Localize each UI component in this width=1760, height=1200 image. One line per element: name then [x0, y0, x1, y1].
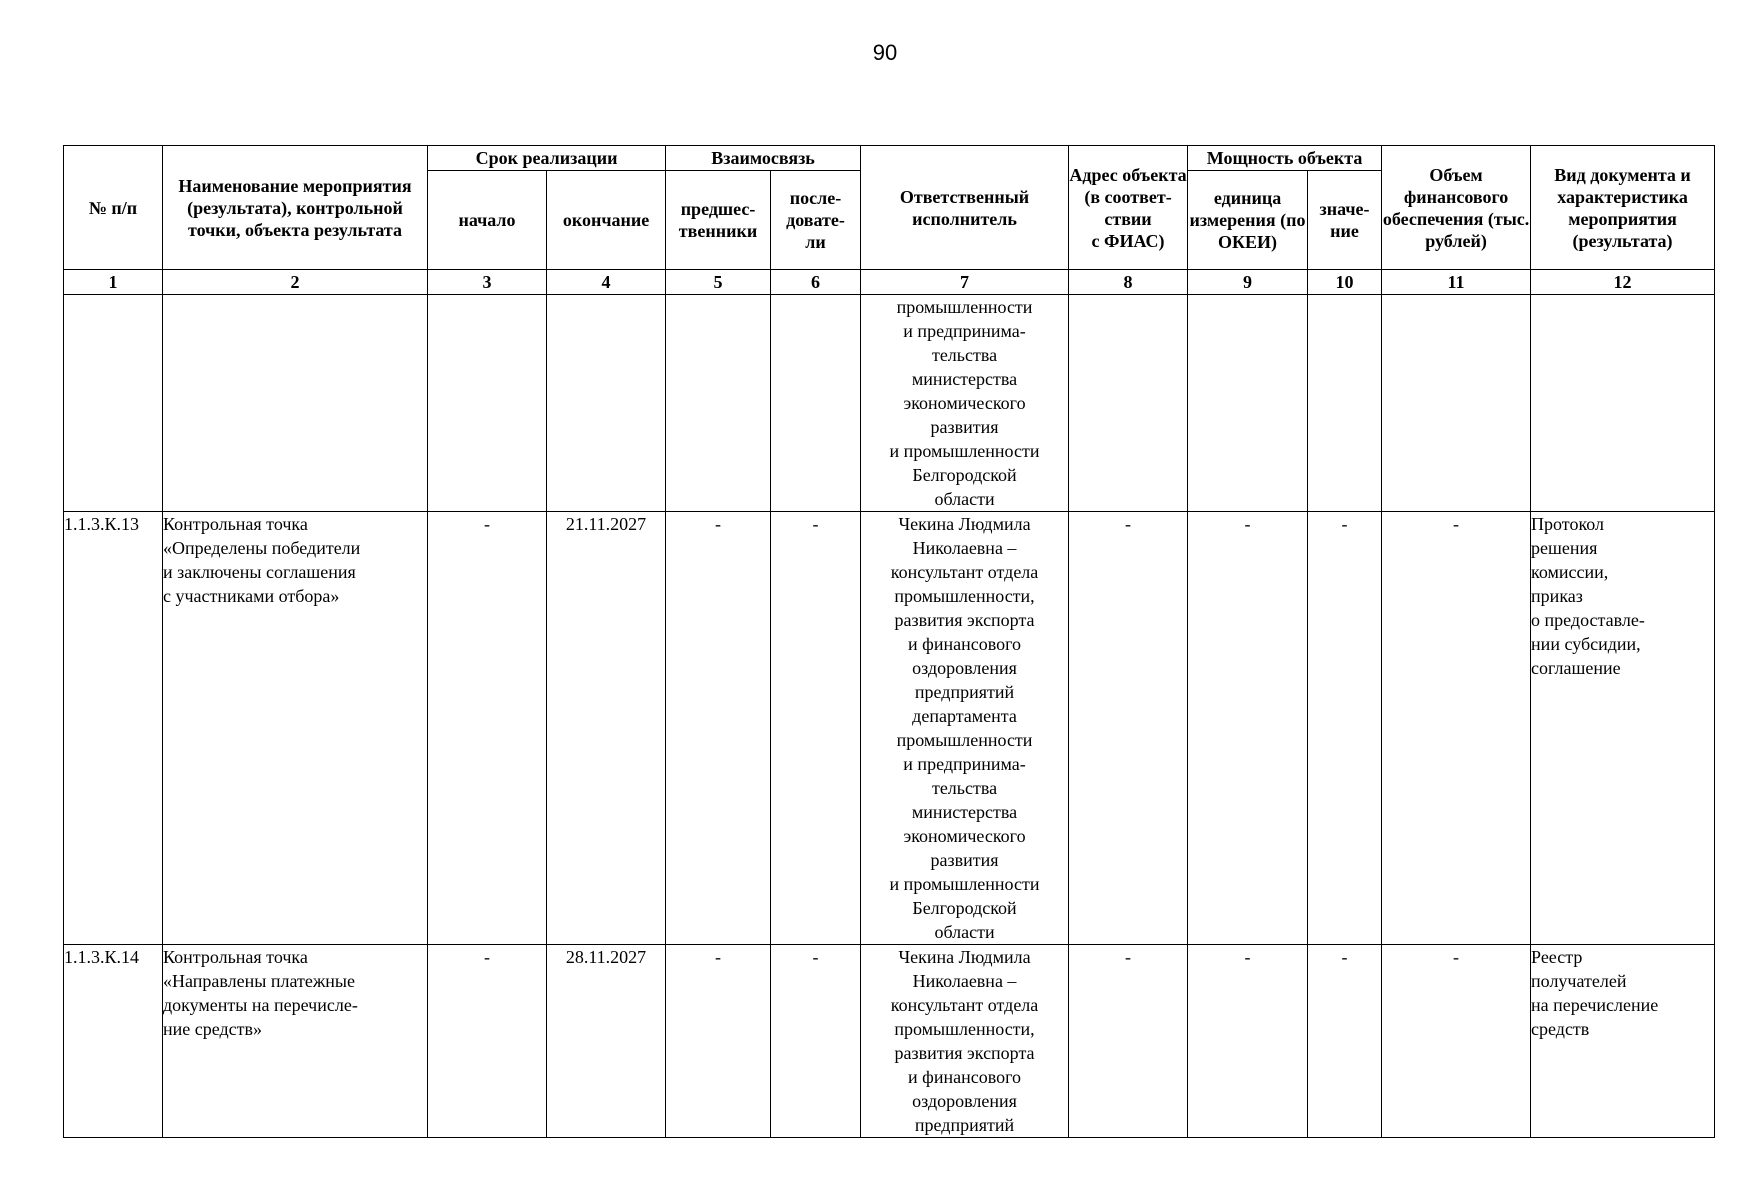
column-number: 9: [1188, 270, 1308, 295]
column-number: 1: [64, 270, 163, 295]
row-succ: -: [771, 512, 861, 945]
header-col-addr: Адрес объекта (в соответ- ствии с ФИАС): [1069, 146, 1188, 270]
header-col-num: № п/п: [64, 146, 163, 270]
row-end: 21.11.2027: [547, 512, 666, 945]
row-id: [64, 295, 163, 512]
page-number: 90: [872, 40, 898, 65]
row-resp: Чекина Людмила Николаевна – консультант отдела промышленности, развития экспорта и финансового оздоровления предприятий департамента промышленности и предпринима- тельства министерства экономического развития и промышленности Белгородской области: [861, 512, 1069, 945]
header-col-resp: Ответственный исполнитель: [861, 146, 1069, 270]
row-resp: промышленности и предпринима- тельства министерства экономического развития и промышленности Белгородской области: [861, 295, 1069, 512]
header-group-power: Мощность объекта: [1188, 146, 1382, 171]
column-number: 11: [1382, 270, 1531, 295]
row-resp: Чекина Людмила Николаевна – консультант отдела промышленности, развития экспорта и финансового оздоровления предприятий: [861, 945, 1069, 1138]
row-addr: -: [1069, 945, 1188, 1138]
row-unit: [1188, 295, 1308, 512]
row-name: Контрольная точка «Определены победители и заключены соглашения с участниками отбора»: [163, 512, 428, 945]
header-group-link: Взаимосвязь: [666, 146, 861, 171]
row-value: -: [1308, 945, 1382, 1138]
column-number-row: [64, 270, 1715, 295]
row-start: [428, 295, 547, 512]
header-col-end: окончание: [547, 171, 666, 270]
row-fin: [1382, 295, 1531, 512]
row-name: Контрольная точка «Направлены платежные документы на перечисле- ние средств»: [163, 945, 428, 1138]
column-number: 5: [666, 270, 771, 295]
column-number: 3: [428, 270, 547, 295]
row-name: [163, 295, 428, 512]
row-doc: [1531, 295, 1715, 512]
row-succ: [771, 295, 861, 512]
column-number: 2: [163, 270, 428, 295]
row-pred: [666, 295, 771, 512]
column-number: 10: [1308, 270, 1382, 295]
row-fin: -: [1382, 945, 1531, 1138]
header-group-term: Срок реализации: [428, 146, 666, 171]
header-col-start: начало: [428, 171, 547, 270]
header-col-pred: предшес- твенники: [666, 171, 771, 270]
table-row: [64, 295, 1715, 512]
plan-table: [63, 145, 1715, 1138]
row-fin: -: [1382, 512, 1531, 945]
table-row: [64, 945, 1715, 1138]
column-number: 6: [771, 270, 861, 295]
row-id: 1.1.3.К.14: [64, 945, 163, 1138]
row-pred: -: [666, 945, 771, 1138]
row-start: -: [428, 945, 547, 1138]
header-col-name: Наименование мероприятия (результата), контрольной точки, объекта результата: [163, 146, 428, 270]
row-doc: Протокол решения комиссии, приказ о предоставле- нии субсидии, соглашение: [1531, 512, 1715, 945]
row-unit: -: [1188, 945, 1308, 1138]
row-unit: -: [1188, 512, 1308, 945]
column-number: 7: [861, 270, 1069, 295]
header-col-fin: Объем финансового обеспечения (тыс. рублей): [1382, 146, 1531, 270]
row-pred: -: [666, 512, 771, 945]
header-col-doc: Вид документа и характеристика мероприятия (результата): [1531, 146, 1715, 270]
header-col-succ: после- довате- ли: [771, 171, 861, 270]
row-addr: -: [1069, 512, 1188, 945]
column-number: 8: [1069, 270, 1188, 295]
row-value: [1308, 295, 1382, 512]
header-col-unit: единица измерения (по ОКЕИ): [1188, 171, 1308, 270]
column-number: 4: [547, 270, 666, 295]
row-end: [547, 295, 666, 512]
table-row: [64, 512, 1715, 945]
row-value: -: [1308, 512, 1382, 945]
row-end: 28.11.2027: [547, 945, 666, 1138]
row-succ: -: [771, 945, 861, 1138]
row-doc: Реестр получателей на перечисление средств: [1531, 945, 1715, 1138]
column-number: 12: [1531, 270, 1715, 295]
header-col-value: значе- ние: [1308, 171, 1382, 270]
row-addr: [1069, 295, 1188, 512]
header-row: [64, 146, 1715, 171]
row-start: -: [428, 512, 547, 945]
row-id: 1.1.3.К.13: [64, 512, 163, 945]
